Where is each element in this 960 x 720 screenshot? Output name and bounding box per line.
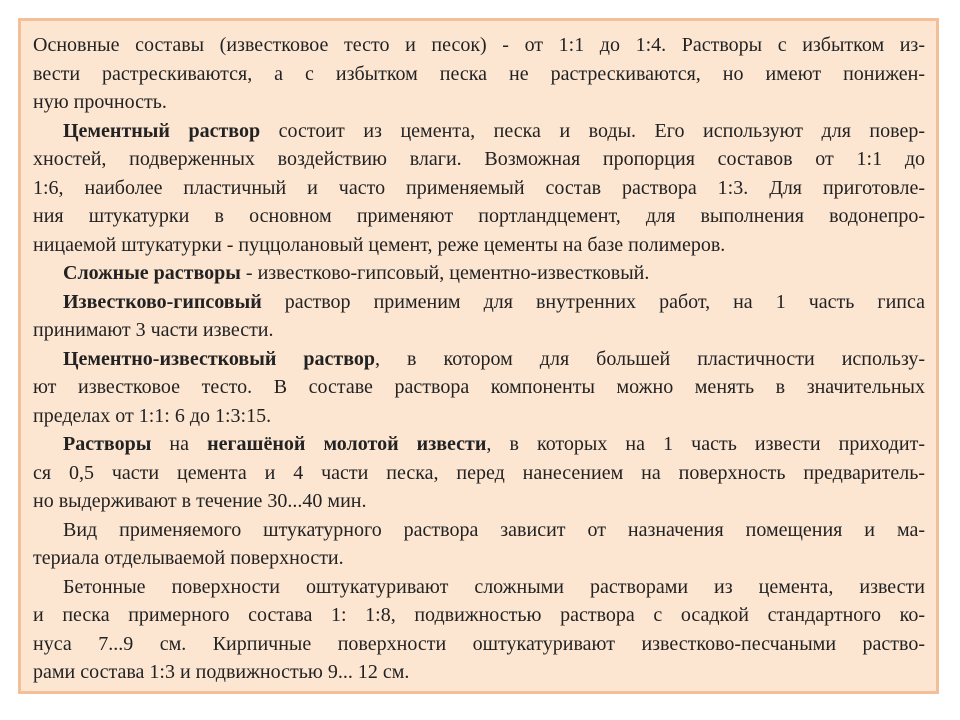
text-run: раствор применим для внутренних работ, на 1 часть гипса (261, 290, 925, 313)
text-run: но выдерживают в течение 30...40 мин. (33, 490, 367, 512)
text-run: ют известковое тесто. В составе раствора компоненты можно менять в значительных (33, 376, 925, 398)
text-run: вести растрескиваются, а с избытком песка не растрескиваются, но имеют понижен- (33, 62, 925, 85)
text-line (33, 145, 925, 174)
text-run: ную прочность. (33, 91, 167, 113)
text-line (33, 459, 925, 488)
text-run: состоит из цемента, песка и воды. Его используют для повер- (260, 119, 926, 142)
text-line (33, 60, 925, 89)
text-run: принимают 3 части извести. (33, 319, 274, 341)
text-run: ницаемой штукатурки - пуццолановый цемент, реже цементы на базе полимеров. (33, 233, 726, 256)
text-run: рами состава 1:3 и подвижностью 9... 12 см. (33, 661, 410, 683)
text-run: пределах от 1:1: 6 до 1:3:15. (33, 404, 272, 427)
text-line (33, 88, 925, 117)
bold-term: Растворы (63, 433, 152, 455)
bold-term: негашёной молотой извести (207, 433, 487, 455)
text-line (33, 231, 925, 260)
text-run: - известково-гипсовый, цементно-известковый. (240, 262, 650, 284)
text-line (33, 316, 925, 345)
bold-term: Цементно-известковый раствор (63, 347, 376, 370)
text-run: Вид применяемого штукатурного раствора зависит от назначения помещения и ма- (63, 518, 925, 541)
text-run: Бетонные поверхности оштукатуривают сложными растворами из цемента, извести (63, 575, 925, 598)
text-line (33, 487, 925, 516)
text-line (33, 202, 925, 231)
text-run: ся 0,5 части цемента и 4 части песка, перед нанесением на поверхность предваритель- (33, 461, 925, 484)
text-run: , в которых на 1 часть извести приходит- (486, 433, 925, 455)
text-line (33, 573, 925, 602)
text-line (33, 544, 925, 573)
text-line (33, 174, 925, 203)
text-run: нуса 7...9 см. Кирпичные поверхности оштукатуривают известково-песчаными раство- (33, 632, 925, 655)
text-line (33, 402, 925, 431)
text-line (33, 31, 925, 60)
text-line (33, 658, 925, 687)
bold-term: Цементный раствор (63, 119, 261, 142)
text-run: хностей, подверженных воздействию влаги. Возможная пропорция составов от 1:1 до (33, 148, 925, 170)
text-line (33, 288, 925, 317)
text-run: и песка примерного состава 1: 1:8, подвижностью раствора с осадкой стандартного ко- (33, 604, 925, 626)
text-run: Основные составы (известковое тесто и песок) - от 1:1 до 1:4. Растворы с избытком из- (33, 34, 925, 56)
text-run: , в котором для большей пластичности использу- (375, 347, 925, 370)
text-run: териала отделываемой поверхности. (33, 547, 344, 569)
text-line (33, 630, 925, 659)
text-line (33, 516, 925, 545)
text-line (33, 430, 925, 459)
bold-term: Известково-гипсовый (63, 290, 262, 313)
text-line (33, 117, 925, 146)
text-line (33, 373, 925, 402)
text-run: ния штукатурки в основном применяют портландцемент, для выполнения водонепро- (33, 205, 925, 227)
text-run: 1:6, наиболее пластичный и часто применяемый состав раствора 1:3. Для приготовле- (33, 176, 925, 199)
body-text (33, 31, 925, 687)
text-line (33, 601, 925, 630)
text-line (33, 345, 925, 374)
text-panel (18, 18, 939, 694)
text-run: на (151, 433, 208, 455)
text-line (33, 259, 925, 288)
bold-term: Сложные растворы (63, 262, 241, 284)
